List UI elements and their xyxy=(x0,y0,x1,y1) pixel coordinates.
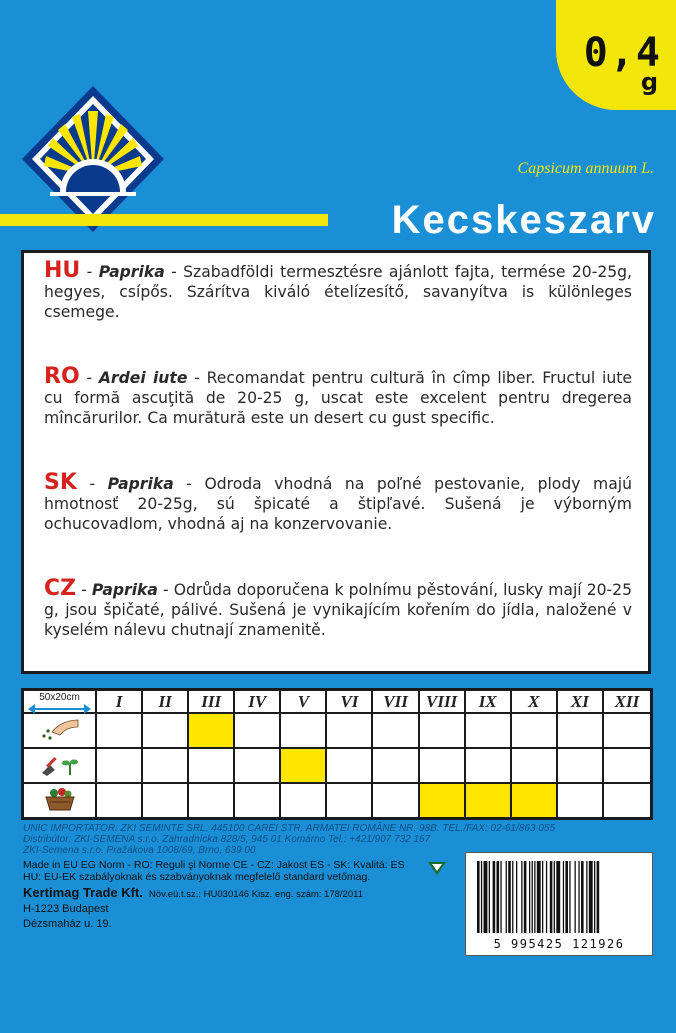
calendar-cell xyxy=(373,714,419,749)
calendar-cell xyxy=(604,784,650,817)
calendar-cell xyxy=(466,714,512,749)
month-header: IV xyxy=(235,691,281,714)
plant-name: Paprika xyxy=(98,263,165,281)
latin-name: Capsicum annuum L. xyxy=(517,160,654,177)
barcode-bar xyxy=(481,861,482,933)
plant-spacing xyxy=(24,691,97,714)
company-address-line1: H-1223 Budapest xyxy=(23,903,109,915)
lang-code: CZ xyxy=(44,576,77,601)
plant-name: Paprika xyxy=(107,475,174,493)
calendar-cell xyxy=(235,784,281,817)
barcode-bar xyxy=(597,861,600,933)
calendar-cell xyxy=(466,749,512,784)
barcode-bar xyxy=(581,861,584,933)
barcode-bar xyxy=(537,861,541,933)
barcode-bar xyxy=(554,861,555,933)
barcode-bar xyxy=(575,861,576,933)
calendar-cell xyxy=(97,749,143,784)
lang-code: SK xyxy=(44,470,77,495)
calendar-cell xyxy=(281,784,327,817)
calendar-cell xyxy=(327,749,373,784)
description-sk: SK - Paprika - Odroda vhodná na poľné pestovanie, plody majú hmotnosť 20-25g, sú špicaté a štipľavé. Sušená je výborným ochucovadlom, vhodná aj na konzervovanie. xyxy=(44,470,632,533)
description-box xyxy=(21,250,651,674)
barcode-bar xyxy=(589,861,593,933)
month-header: II xyxy=(143,691,189,714)
month-header: I xyxy=(97,691,143,714)
sunburst-logo-icon xyxy=(20,84,166,234)
calendar-cell xyxy=(420,714,466,749)
calendar-cell-active xyxy=(512,784,558,817)
description-hu: HU - Paprika - Szabadföldi termesztésre ajánlott fajta, termése 20-25g, hegyes, csípős. Szárítva kiváló ételízesítő, savanyítva is különleges csemege. xyxy=(44,258,633,321)
barcode-bar xyxy=(569,861,570,933)
calendar-cell xyxy=(373,749,419,784)
description-text: Odroda vhodná na poľné pestovanie, plody majú hmotnosť 20-25g, sú špicaté a štipľavé. Sušená je výborným ochucovadlom, vhodná aj na konzervovanie. xyxy=(44,475,632,533)
importer-line: Distribútor: ZKI-SEMENA s.r.o. Záhradnícka 828/5, 945 01 Komárno Tel.: +421/907 732 167 xyxy=(23,834,431,845)
legal-info xyxy=(23,860,405,883)
barcode-bar xyxy=(521,861,522,933)
month-header: VII xyxy=(373,691,419,714)
barcode-bar xyxy=(542,861,543,933)
calendar-cell xyxy=(604,749,650,784)
activity-sowing-hand xyxy=(24,714,97,749)
calendar-cell-active xyxy=(420,784,466,817)
calendar-cell xyxy=(235,714,281,749)
variety-title: Kecskeszarv xyxy=(391,198,656,242)
description-text: Odrůda doporučena k polnímu pěstování, lusky mají 20-25 g, jsou špičaté, pálivé. Sušená je vynikajícím kořením do jídla, naložené v kyselém nálevu chutnají znamenitě. xyxy=(44,581,633,639)
calendar-cell xyxy=(373,784,419,817)
month-header: VI xyxy=(327,691,373,714)
barcode-bar xyxy=(493,861,496,933)
barcode-bar xyxy=(578,861,579,933)
calendar-cell xyxy=(558,749,604,784)
transplant-trowel-icon xyxy=(38,749,82,782)
importer-line: UNIC IMPORTATOR: ZKI SEMINTE SRL. 445100 CAREI STR. ARMATEI ROMÂNE NR. 98B. TEL./FAX: 02-61/863 055 xyxy=(23,823,556,834)
description-text: Szabadföldi termesztésre ajánlott fajta, termése 20-25g, hegyes, csípős. Szárítva kiváló ételízesítő, savanyítva is különleges csemege. xyxy=(44,263,633,321)
double-arrow-icon xyxy=(34,708,85,710)
description-ro: RO - Ardei iute - Recomandat pentru cultură în cîmp liber. Fructul iute cu formă ascuţită de 20-25 g, uscat este excelent pentru dregerea mîncărurilor. Ca murătură este un desert cu gust specific. xyxy=(44,364,632,427)
barcode-bar xyxy=(512,861,513,933)
weight-badge xyxy=(556,0,676,110)
sowing-hand-icon xyxy=(38,714,82,747)
company-reg: Növ.eü.t.sz.: HU030146 Kisz. eng. szám: 178/2011 xyxy=(148,889,363,900)
calendar-cell xyxy=(143,749,189,784)
barcode-bar xyxy=(556,861,560,933)
barcode-bar xyxy=(516,861,517,933)
month-header: XII xyxy=(604,691,650,714)
month-header: III xyxy=(189,691,235,714)
barcode-bar xyxy=(532,861,533,933)
plant-name: Ardei iute xyxy=(98,369,188,387)
calendar-cell xyxy=(143,784,189,817)
weight-amount: 0,4 xyxy=(583,30,662,76)
sowing-calendar xyxy=(21,688,653,820)
barcode-bar xyxy=(477,861,480,933)
description-text: Recomandat pentru cultură în cîmp liber. Fructul iute cu formă ascuţită de 20-25 g, uscat este excelent pentru dregerea mîncărurilor. Ca murătură este un desert cu gust specific. xyxy=(44,369,632,427)
barcode-bar xyxy=(497,861,500,933)
month-header: IX xyxy=(466,691,512,714)
calendar-cell xyxy=(189,784,235,817)
calendar-cell xyxy=(604,714,650,749)
calendar-cell xyxy=(558,784,604,817)
barcode-bar xyxy=(489,861,490,933)
barcode-bar xyxy=(484,861,488,933)
month-header: X xyxy=(512,691,558,714)
legal-line: Made in EU EG Norm - RO: Reguli şi Norme CE - CZ: Jakost ES - SK: Kvalitá: ES xyxy=(23,859,405,871)
calendar-cell xyxy=(281,714,327,749)
calendar-cell xyxy=(327,784,373,817)
weight-unit: g xyxy=(640,68,658,96)
calendar-cell-active xyxy=(281,749,327,784)
calendar-cell xyxy=(512,749,558,784)
calendar-cell-active xyxy=(189,714,235,749)
calendar-cell xyxy=(420,749,466,784)
barcode-bar xyxy=(550,861,553,933)
calendar-cell xyxy=(558,714,604,749)
plant-name: Paprika xyxy=(91,581,158,599)
barcode-bar xyxy=(500,861,501,933)
barcode-bar xyxy=(508,861,511,933)
calendar-cell xyxy=(189,749,235,784)
barcode-bar xyxy=(529,861,530,933)
barcode-bar xyxy=(506,861,507,933)
importer-line: ZKI-Semena s.r.o. Pražákova 1008/69, Brno, 639 00 xyxy=(23,845,256,856)
company-name: Kertimag Trade Kft. xyxy=(23,885,143,900)
calendar-cell xyxy=(143,714,189,749)
month-header: XI xyxy=(558,691,604,714)
month-header: VIII xyxy=(420,691,466,714)
company-address-line2: Dézsmaház u. 19. xyxy=(23,918,112,930)
legal-line: HU: EU-EK szabályoknak és szabványoknak megfelelő standard vetőmag. xyxy=(23,870,371,883)
activity-harvest-basket xyxy=(24,784,97,817)
barcode-bars xyxy=(475,861,645,933)
barcode-bar xyxy=(546,861,547,933)
barcode-bar xyxy=(586,861,587,933)
company-info xyxy=(23,885,363,932)
description-cz: CZ - Paprika - Odrůda doporučena k polnímu pěstování, lusky mají 20-25 g, jsou špičaté, pálivé. Sušená je vynikajícím kořením do jídla, naložené v kyselém nálevu chutnají znamenitě. xyxy=(44,576,633,639)
calendar-cell xyxy=(512,714,558,749)
month-header: V xyxy=(281,691,327,714)
barcode-bar xyxy=(565,861,568,933)
calendar-cell xyxy=(235,749,281,784)
calendar-cell xyxy=(97,714,143,749)
title-stripe xyxy=(0,214,328,226)
barcode-number: 5 995425 121926 xyxy=(493,937,625,951)
calendar-cell xyxy=(97,784,143,817)
barcode-bar xyxy=(563,861,564,933)
activity-transplant-trowel xyxy=(24,749,97,784)
barcode-bar xyxy=(524,861,527,933)
calendar-cell-active xyxy=(466,784,512,817)
spacing-label: 50x20cm xyxy=(39,692,80,703)
harvest-basket-icon xyxy=(38,784,82,817)
barcode xyxy=(465,852,653,956)
calendar-cell xyxy=(327,714,373,749)
tatek-logo-icon xyxy=(426,859,448,877)
barcode-bar xyxy=(534,861,535,933)
lang-code: RO xyxy=(44,364,80,389)
barcode-bar xyxy=(594,861,595,933)
lang-code: HU xyxy=(44,258,81,283)
